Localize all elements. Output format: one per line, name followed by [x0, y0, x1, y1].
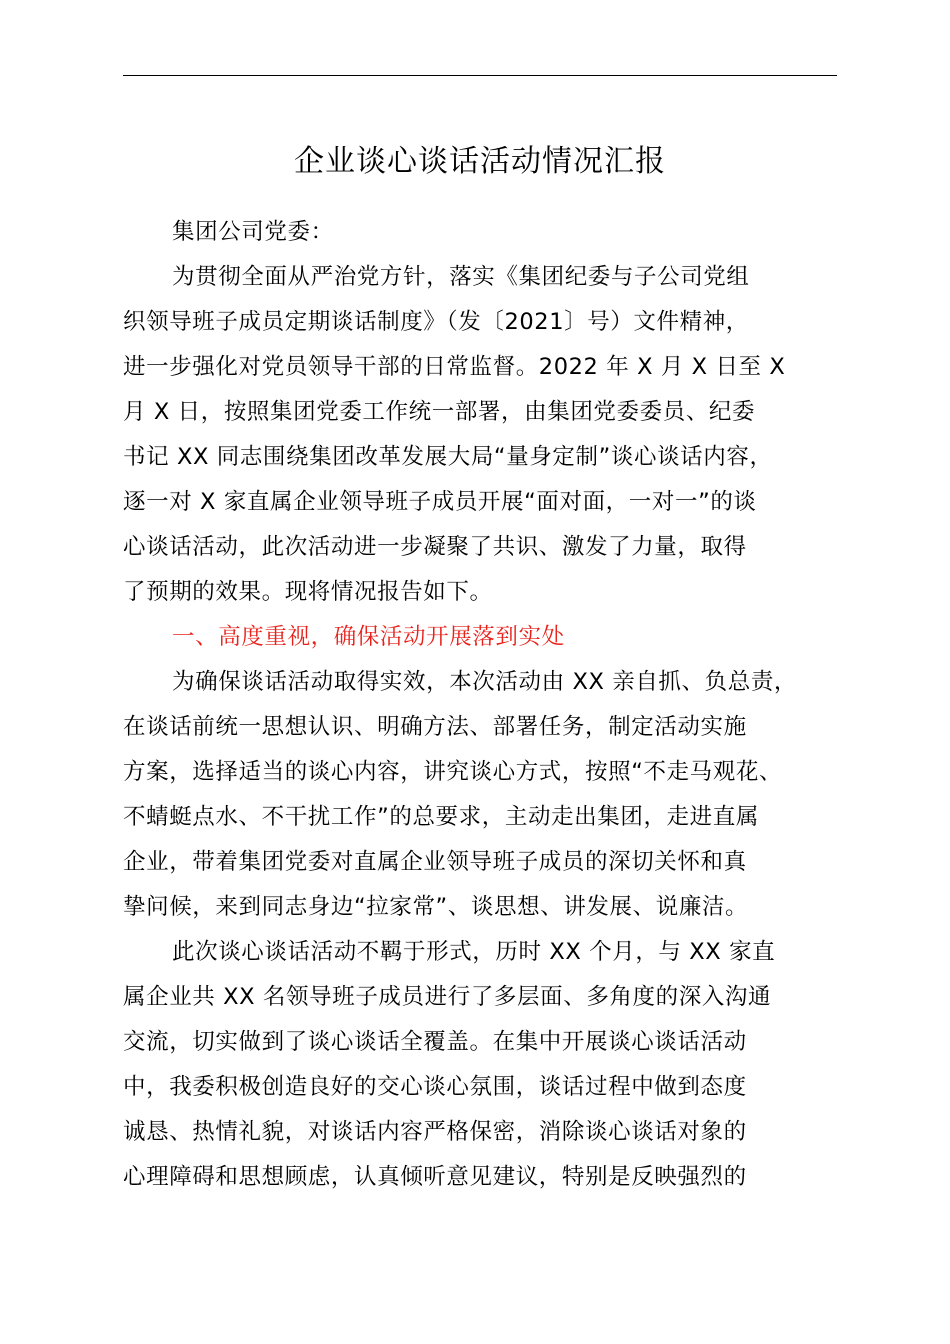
paragraph-line: 方案，选择适当的谈心内容，讲究谈心方式，按照“不走马观花、	[123, 759, 783, 785]
paragraph-line: 为确保谈话活动取得实效，本次活动由 XX 亲自抓、负总责，	[172, 669, 798, 695]
paragraph-line: 为贯彻全面从严治党方针，落实《集团纪委与子公司党组	[172, 264, 750, 290]
paragraph-line: 交流，切实做到了谈心谈话全覆盖。在集中开展谈心谈话活动	[123, 1029, 747, 1055]
paragraph-line: 此次谈心谈话活动不羁于形式，历时 XX 个月，与 XX 家直	[172, 939, 776, 965]
paragraph-line: 不蜻蜓点水、不干扰工作”的总要求，主动走出集团，走进直属	[123, 804, 759, 830]
paragraph-line: 心谈话活动，此次活动进一步凝聚了共识、激发了力量，取得	[123, 534, 747, 560]
paragraph-line: 心理障碍和思想顾虑，认真倾听意见建议，特别是反映强烈的	[123, 1164, 747, 1190]
section-heading: 一、高度重视，确保活动开展落到实处	[172, 624, 565, 650]
paragraph-line: 挚问候，来到同志身边“拉家常”、谈思想、讲发展、说廉洁。	[123, 894, 749, 920]
salutation: 集团公司党委：	[172, 219, 334, 245]
paragraph-line: 书记 XX 同志围绕集团改革发展大局“量身定制”谈心谈话内容，	[123, 444, 773, 470]
paragraph-line: 月 X 日，按照集团党委工作统一部署，由集团党委委员、纪委	[123, 399, 756, 425]
paragraph-line: 织领导班子成员定期谈话制度》（发〔2021〕号）文件精神，	[123, 309, 749, 335]
paragraph-line: 逐一对 X 家直属企业领导班子成员开展“面对面，一对一”的谈	[123, 489, 757, 515]
paragraph-line: 在谈话前统一思想认识、明确方法、部署任务，制定活动实施	[123, 714, 747, 740]
document-title: 企业谈心谈话活动情况汇报	[294, 144, 666, 179]
paragraph-line: 属企业共 XX 名领导班子成员进行了多层面、多角度的深入沟通	[123, 984, 772, 1010]
paragraph-line: 进一步强化对党员领导干部的日常监督。2022 年 X 月 X 日至 X	[123, 354, 786, 380]
paragraph-line: 了预期的效果。现将情况报告如下。	[123, 579, 493, 605]
header-rule	[123, 75, 837, 76]
paragraph-line: 企业，带着集团党委对直属企业领导班子成员的深切关怀和真	[123, 849, 747, 875]
paragraph-line: 中，我委积极创造良好的交心谈心氛围，谈话过程中做到态度	[123, 1074, 747, 1100]
paragraph-line: 诚恳、热情礼貌，对谈话内容严格保密，消除谈心谈话对象的	[123, 1119, 747, 1145]
